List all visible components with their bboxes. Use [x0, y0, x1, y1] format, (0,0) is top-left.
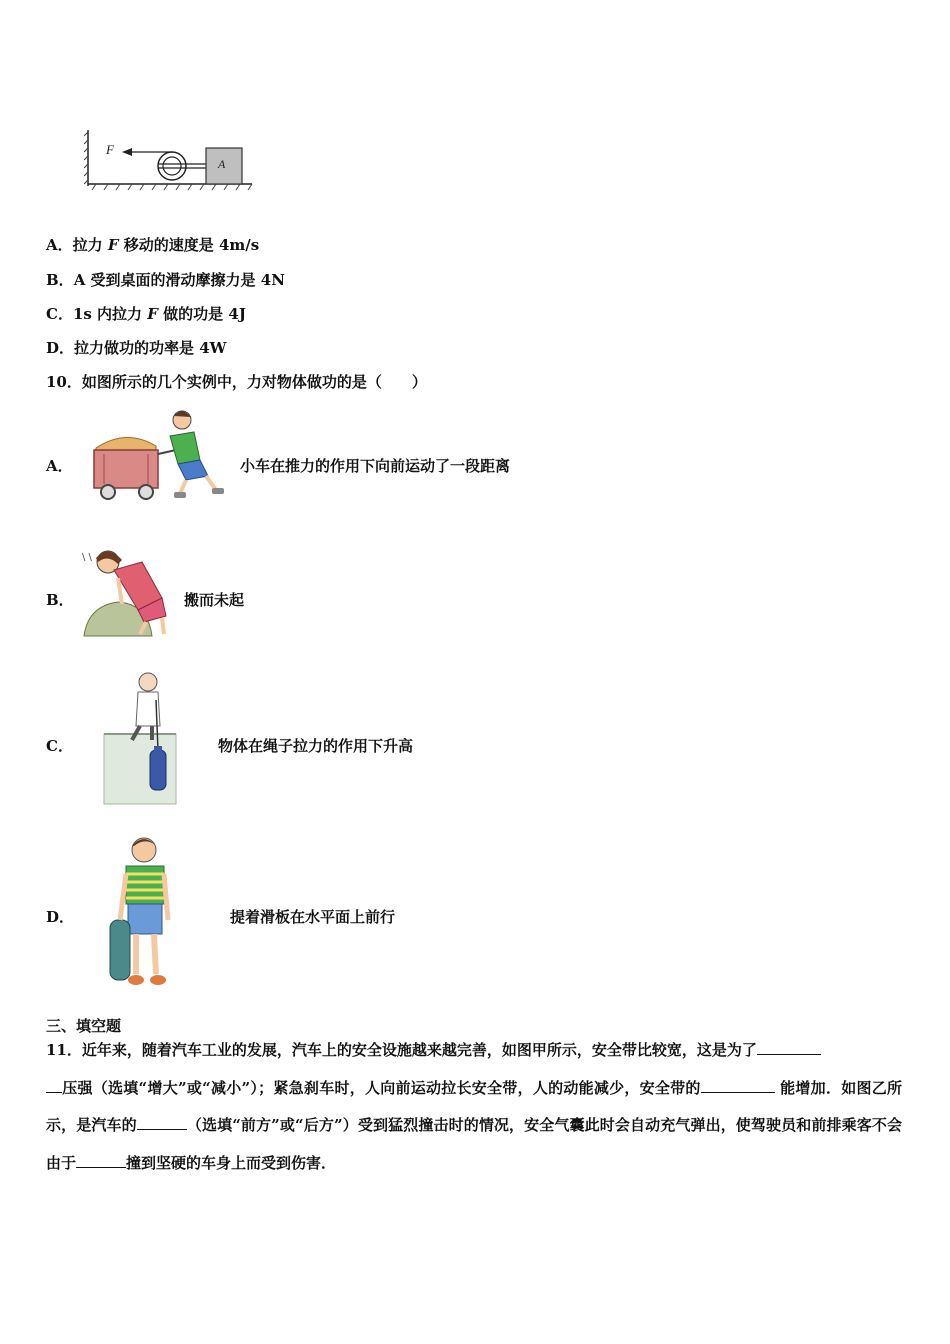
cart-push-image	[90, 408, 230, 503]
q10-stem: 10．如图所示的几个实例中，力对物体做功的是（ ）	[46, 373, 427, 391]
option-letter: B．	[46, 271, 74, 289]
option-text-pre: 拉力	[72, 236, 108, 254]
answer-blank-2[interactable]	[701, 1078, 775, 1093]
answer-blank-1-cont[interactable]	[46, 1078, 62, 1093]
variable: F	[107, 236, 119, 254]
pulley-figure	[84, 128, 256, 194]
q9-option-b	[46, 270, 285, 290]
q10-option-d-letter: D．	[46, 908, 75, 926]
answer-blank-3[interactable]	[137, 1115, 187, 1130]
svg-text:\ \: \ \	[82, 552, 92, 563]
lift-rock-image	[78, 546, 176, 638]
q10-option-b-letter: B．	[46, 591, 74, 609]
option-letter: A．	[46, 236, 73, 254]
skateboard-carry-image	[104, 834, 178, 992]
q10-option-a-text: 小车在推力的作用下向前运动了一段距离	[240, 457, 511, 475]
rope-lift-image	[102, 670, 206, 806]
q10-option-b-text: 搬而未起	[184, 591, 245, 609]
option-text-pre: 1s 内拉力	[72, 305, 148, 323]
force-label: F	[106, 142, 114, 157]
q11-text-4: （选填“前方”或“后方”）受到猛烈撞击时的情况，安全气囊此时会自动充气弹出，使驾驶员和前排乘客不会由于	[46, 1116, 902, 1172]
option-text-pre: 拉力做功的功率是 4W	[74, 339, 227, 357]
section-heading: 三、填空题	[46, 1017, 122, 1035]
q10-option-c-text: 物体在绳子拉力的作用下升高	[218, 737, 414, 755]
block-label: A	[218, 157, 226, 171]
q11-text-3: 能增加．如图乙所示，是汽车的	[46, 1078, 902, 1134]
q10-option-d-text: 提着滑板在水平面上前行	[230, 908, 396, 926]
q11-text-5: 撞到坚硬的车身上而受到伤害．	[126, 1153, 337, 1172]
q11-paragraph	[46, 1032, 902, 1182]
option-text-pre: A 受到桌面的滑动摩擦力是 4N	[73, 271, 285, 289]
q9-option-c	[46, 304, 246, 324]
q9-option-a	[46, 235, 259, 255]
answer-blank-1[interactable]	[757, 1040, 821, 1055]
option-letter: D．	[46, 339, 75, 357]
option-text-post: 移动的速度是 4m/s	[118, 236, 260, 254]
q11-text-2: 压强（选填“增大”或“减小”）；紧急刹车时，人向前运动拉长安全带，人的动能减少，安全带的	[62, 1078, 701, 1097]
answer-blank-4[interactable]	[76, 1153, 126, 1168]
q11-text-1: 11．近年来，随着汽车工业的发展，汽车上的安全设施越来越完善，如图甲所示，安全带比较宽，这是为了	[46, 1041, 757, 1059]
q10-option-c-letter: C．	[46, 737, 73, 755]
q9-option-d	[46, 338, 227, 358]
option-text-post: 做的功是 4J	[157, 305, 246, 323]
option-letter: C．	[46, 305, 73, 323]
q10-option-a-letter: A．	[46, 457, 73, 475]
variable: F	[147, 305, 158, 323]
